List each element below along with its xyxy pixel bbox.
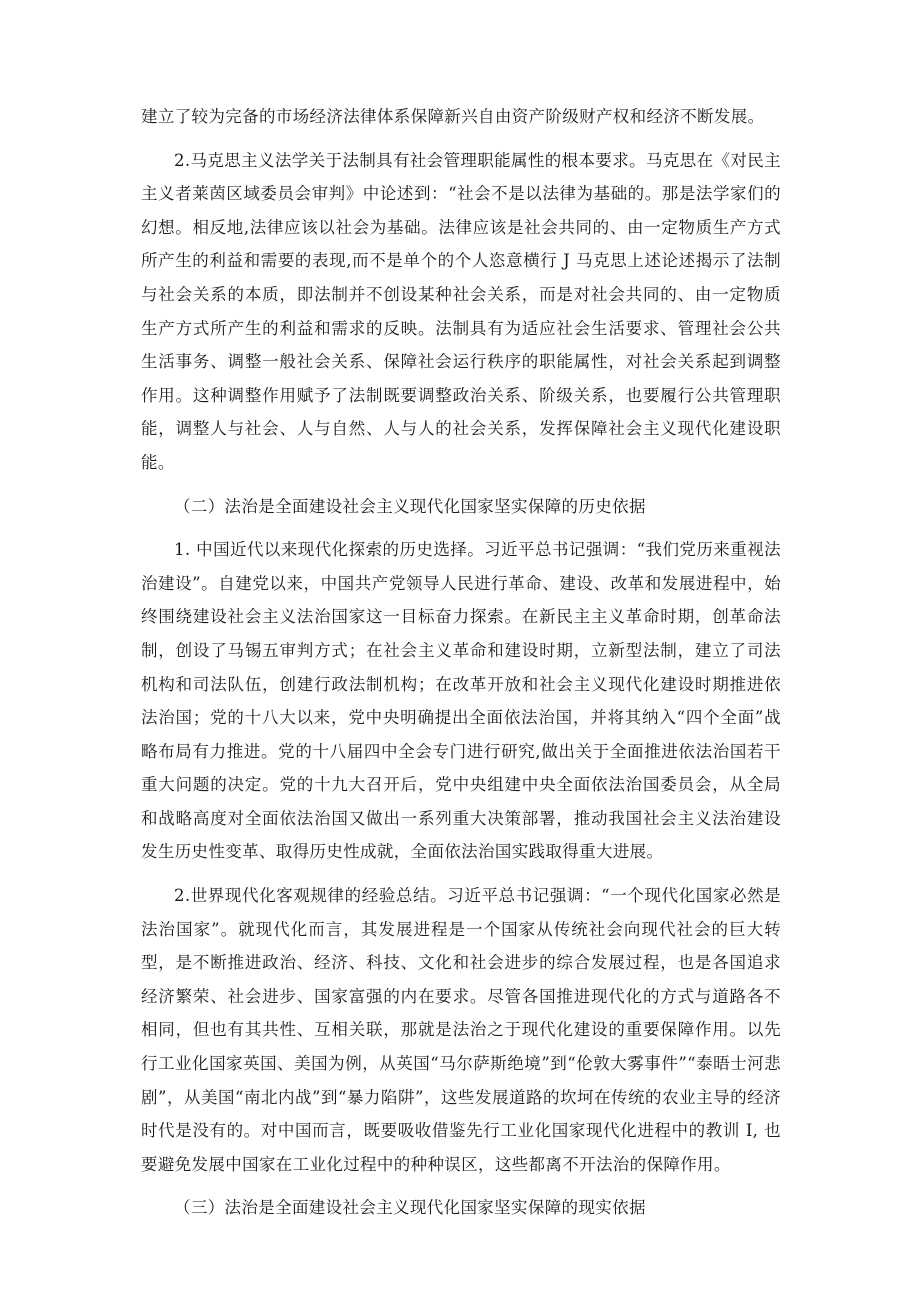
section-heading-historical-basis: （二）法治是全面建设社会主义现代化国家坚实保障的历史依据: [174, 496, 646, 516]
paragraph-continuation: 建立了较为完备的市场经济法律体系保障新兴自由资产阶级财产权和经济不断发展。: [141, 107, 765, 126]
paragraph-marxist-law: 2.马克思主义法学关于法制具有社会管理职能属性的根本要求。马克思在《对民主主义者莱茵区域委员会审判》中论述到：“社会不是以法律为基础的。那是法学家们的幻想。相反地,法律应该以社会为基础。法律应该是社会共同的、由一定物质生产方式所产生的利益和需要的表现,而不是单个的个人恣意横行 J 马克思上述论述揭示了法制与社会关系的本质，即法制并不创设某种社会关系，而是对社会共同的、由一定物质生产方式所产生的利益和需求的反映。法制具有为适应社会生活要求、管理社会公共生活事务、调整一般社会关系、保障社会运行秩序的职能属性，对社会关系起到调整作用。这种调整作用赋予了法制既要调整政治关系、阶级关系，也要履行公共管理职能，调整人与社会、人与自然、人与人的社会关系，发挥保障社会主义现代化建设职能。: [141, 150, 781, 472]
paragraph-world-modernization: 2.世界现代化客观规律的经验总结。习近平总书记强调：“一个现代化国家必然是法治国家”。就现代化而言，其发展进程是一个国家从传统社会向现代社会的巨大转型，是不断推进政治、经济、科技、文化和社会进步的综合发展过程，也是各国追求经济繁荣、社会进步、国家富强的内在要求。尽管各国推进现代化的方式与道路各不相同，但也有其共性、互相关联，那就是法治之于现代化建设的重要保障作用。以先行工业化国家英国、美国为例，从英国“马尔萨斯绝境”到“伦敦大雾事件”“泰晤士河悲剧”，从美国“南北内战”到“暴力陷阱”，这些发展道路的坎坷在传统的农业主导的经济时代是没有的。对中国而言，既要吸收借鉴先行工业化国家现代化进程中的教训 I, 也要避免发展中国家在工业化过程中的种种误区，这些都离不开法治的保障作用。: [141, 886, 781, 1174]
document-body: [141, 100, 781, 1225]
section-heading-practical-basis: （三）法治是全面建设社会主义现代化国家坚实保障的现实依据: [174, 1198, 646, 1218]
paragraph-china-modernization: 1. 中国近代以来现代化探索的历史选择。习近平总书记强调：“我们党历来重视法治建设”。自建党以来，中国共产党领导人民进行革命、建设、改革和发展进程中，始终围绕建设社会主义法治国家这一目标奋力探索。在新民主主义革命时期，创革命法制，创设了马锡五审判方式；在社会主义革命和建设时期，立新型法制，建立了司法机构和司法队伍，创建行政法制机构；在改革开放和社会主义现代化建设时期推进依法治国；党的十八大以来，党中央明确提出全面依法治国，并将其纳入“四个全面”战略布局有力推进。党的十八届四中全会专门进行研究,做出关于全面推进依法治国若干重大问题的决定。党的十九大召开后，党中央组建中央全面依法治国委员会，从全局和战略高度对全面依法治国又做出一系列重大决策部署，推动我国社会主义法治建设发生历史性变革、取得历史性成就，全面依法治国实践取得重大进展。: [141, 540, 781, 862]
